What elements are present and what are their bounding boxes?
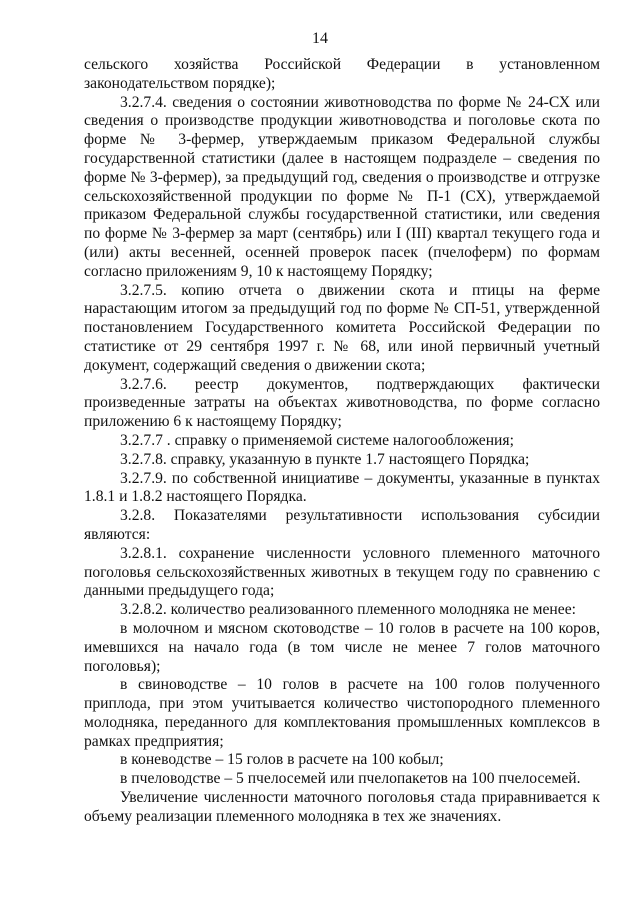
paragraph-3-2-8-2: 3.2.8.2. количество реализованного племенного молодняка не менее: <box>120 601 576 619</box>
paragraph-3-2-7-8: 3.2.7.8. справку, указанную в пункте 1.7 настоящего Порядка; <box>120 450 530 468</box>
paragraph-beekeeping: в пчеловодстве – 5 пчелосемей или пчелопакетов на 100 пчелосемей. <box>120 770 581 788</box>
paragraph-3-2-7-4: 3.2.7.4. сведения о состоянии животноводства по форме № 24-СХ или сведения о производстве продукции животноводства и поголовье скота по форме № 3-фермер, утверждаемым приказом Федеральной службы государственной статистики (далее в настоящем подразделе – сведения по форме № 3-фермер), за предыдущий год, сведения о производстве и отгрузке сельскохозяйственной продукции по форме № П-1 (СХ), утверждаемой приказом Федеральной службы государственной статистики, или сведения по форме № 3-фермер за март (сентябрь) или I (III) квартал текущего года и (или) акты весенней, осенней проверок пасек (пчелоферм) по формам согласно приложениям 9, 10 к настоящему Порядку; <box>84 93 600 280</box>
paragraph-continuation: сельского хозяйства Российской Федерации в установленном законодательством порядке); <box>84 56 600 92</box>
paragraph-3-2-8: 3.2.8. Показателями результативности использования субсидии являются: <box>84 507 600 543</box>
paragraph-dairy-beef: в молочном и мясном скотоводстве – 10 голов в расчете на 100 коров, имевшихся на начало года (в том числе не менее 7 голов маточного поголовья); <box>84 619 600 675</box>
paragraph-horse-breeding: в коневодстве – 15 голов в расчете на 100 кобыл; <box>120 751 444 769</box>
paragraph-3-2-7-5: 3.2.7.5. копию отчета о движении скота и птицы на ферме нарастающим итогом за предыдущий год по форме № СП-51, утвержденной постановлением Государственного комитета Российской Федерации по статистике от 29 сентября 1997 г. № 68, или иной первичный учетный документ, содержащий сведения о движении скота; <box>84 281 600 374</box>
paragraph-3-2-8-1: 3.2.8.1. сохранение численности условного племенного маточного поголовья сельскохозяйственных животных в текущем году по сравнению с данными предыдущего года; <box>84 544 600 600</box>
page-number: 14 <box>312 30 328 47</box>
document-body <box>84 56 600 827</box>
paragraph-pig-breeding: в свиноводстве – 10 голов в расчете на 100 голов полученного приплода, при этом учитывается количество чистопородного племенного молодняка, переданного для комплектования промышленных комплексов в рамках предприятия; <box>84 676 600 750</box>
paragraph-3-2-7-7: 3.2.7.7 . справку о применяемой системе налогообложения; <box>120 431 514 449</box>
paragraph-herd-increase: Увеличение численности маточного поголовья стада приравнивается к объему реализации племенного молодняка в тех же значениях. <box>84 789 600 825</box>
paragraph-3-2-7-6: 3.2.7.6. реестр документов, подтверждающих фактически произведенные затраты на объектах животноводства, по форме согласно приложению 6 к настоящему Порядку; <box>84 375 600 431</box>
paragraph-3-2-7-9: 3.2.7.9. по собственной инициативе – документы, указанные в пунктах 1.8.1 и 1.8.2 настоящего Порядка. <box>84 469 600 506</box>
